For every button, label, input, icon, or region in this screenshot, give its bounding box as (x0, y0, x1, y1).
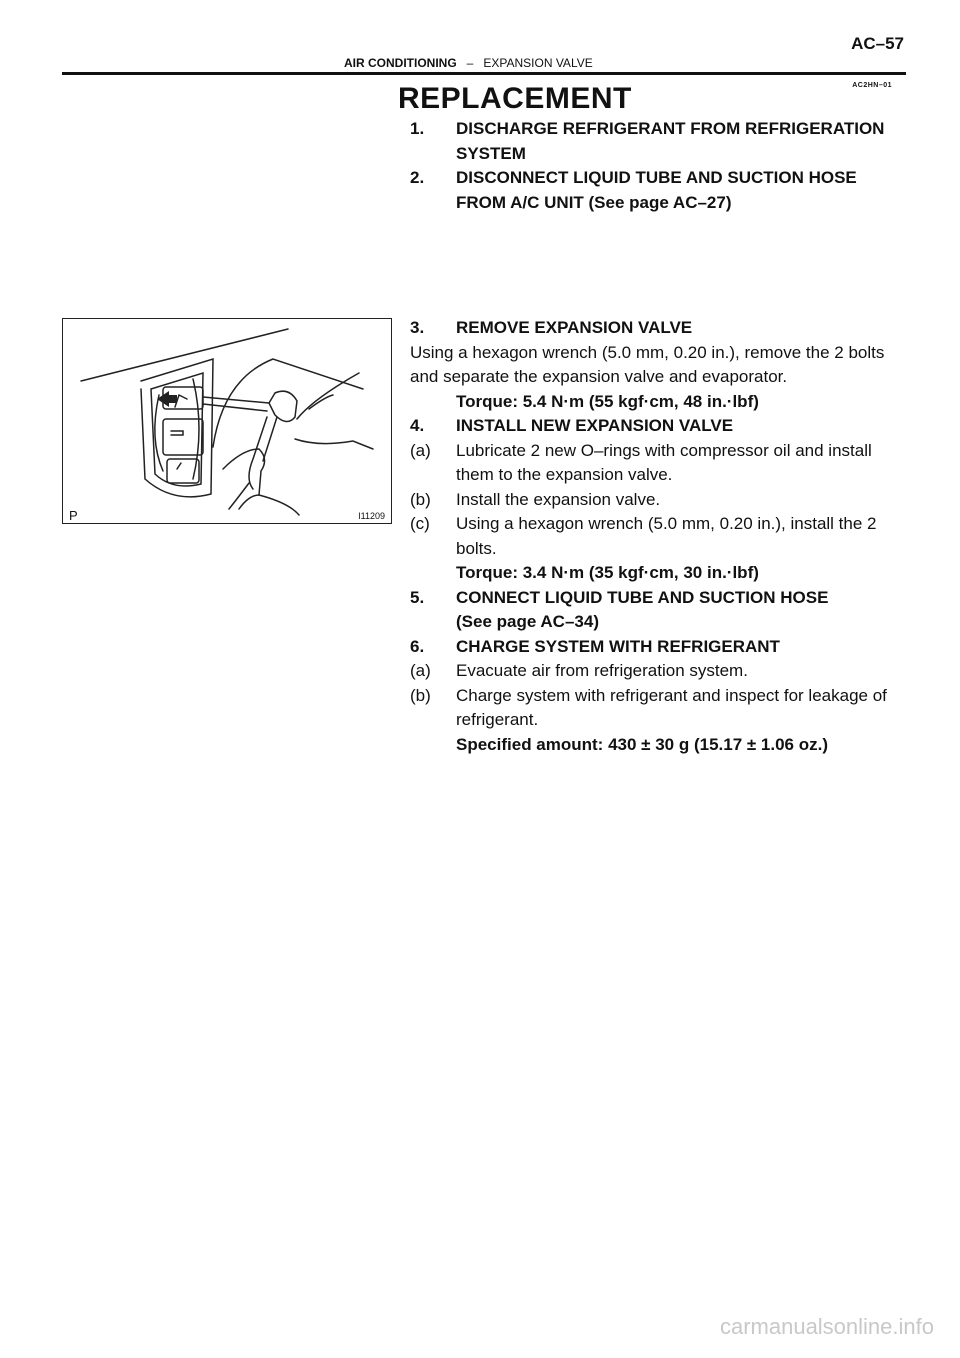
step-number: 3. (410, 318, 425, 337)
section-title (344, 56, 593, 70)
step-number: 1. (410, 119, 425, 138)
expansion-valve-figure (62, 318, 392, 524)
specified-amount: Specified amount: 430 ± 30 g (15.17 ± 1.06 oz.) (456, 734, 829, 754)
step-4c (410, 512, 910, 561)
step-number: 5. (410, 587, 425, 607)
step-4 (410, 414, 910, 439)
steps-top (410, 117, 910, 215)
page-title: REPLACEMENT (398, 82, 632, 115)
substep-text: Evacuate air from refrigeration system. (456, 661, 748, 680)
subsection-name: EXPANSION VALVE (483, 56, 593, 70)
figure-id: I11209 (358, 511, 385, 521)
substep-label: (b) (410, 489, 431, 509)
step-title: DISCONNECT LIQUID TUBE AND SUCTION HOSE FROM A/C UNIT (See page AC–27) (456, 168, 857, 212)
expansion-valve-illustration (63, 319, 391, 523)
substep-label: (a) (410, 661, 431, 680)
step-5 (410, 586, 910, 611)
substep-label: (a) (410, 440, 431, 460)
page-header (0, 0, 960, 80)
step-number: 6. (410, 636, 425, 656)
substep-text: Install the expansion valve. (456, 489, 661, 509)
step-number: 2. (410, 168, 425, 187)
step-2 (410, 166, 910, 215)
figure-corner-label: P (69, 508, 78, 523)
header-rule (62, 72, 906, 75)
page-number: AC–57 (851, 34, 904, 53)
step-title: CONNECT LIQUID TUBE AND SUCTION HOSE (456, 587, 829, 607)
section-name: AIR CONDITIONING (344, 56, 457, 70)
step-3 (410, 316, 910, 341)
substep-text: Charge system with refrigerant and inspect for leakage of refrigerant. (456, 685, 887, 729)
step-1 (410, 117, 910, 166)
step-3-text: Using a hexagon wrench (5.0 mm, 0.20 in.), remove the 2 bolts and separate the expansion valve and evaporator. (410, 342, 885, 386)
substep-label: (b) (410, 685, 431, 705)
document-code: AC2HN–01 (852, 82, 892, 89)
step-6b (410, 684, 910, 733)
page-reference: (See page AC–34) (456, 612, 599, 631)
substep-label: (c) (410, 514, 430, 533)
step-title: INSTALL NEW EXPANSION VALVE (456, 416, 734, 435)
torque-spec: Torque: 3.4 N·m (35 kgf·cm, 30 in.·lbf) (456, 563, 759, 582)
step-title: CHARGE SYSTEM WITH REFRIGERANT (456, 636, 780, 656)
step-4b (410, 488, 910, 513)
section-separator: – (466, 56, 474, 70)
step-number: 4. (410, 416, 425, 435)
watermark-text: carmanualsonline.info (719, 1314, 934, 1339)
step-title: REMOVE EXPANSION VALVE (456, 318, 693, 337)
substep-text: Using a hexagon wrench (5.0 mm, 0.20 in.), install the 2 bolts. (456, 514, 877, 558)
steps-main (410, 316, 910, 757)
step-title: DISCHARGE REFRIGERANT FROM REFRIGERATION SYSTEM (456, 119, 885, 163)
substep-text: Lubricate 2 new O–rings with compressor oil and install them to the expansion valve. (456, 440, 872, 484)
step-6a (410, 659, 910, 684)
torque-spec: Torque: 5.4 N·m (55 kgf·cm, 48 in.·lbf) (456, 391, 759, 411)
step-4a (410, 439, 910, 488)
step-6 (410, 635, 910, 660)
